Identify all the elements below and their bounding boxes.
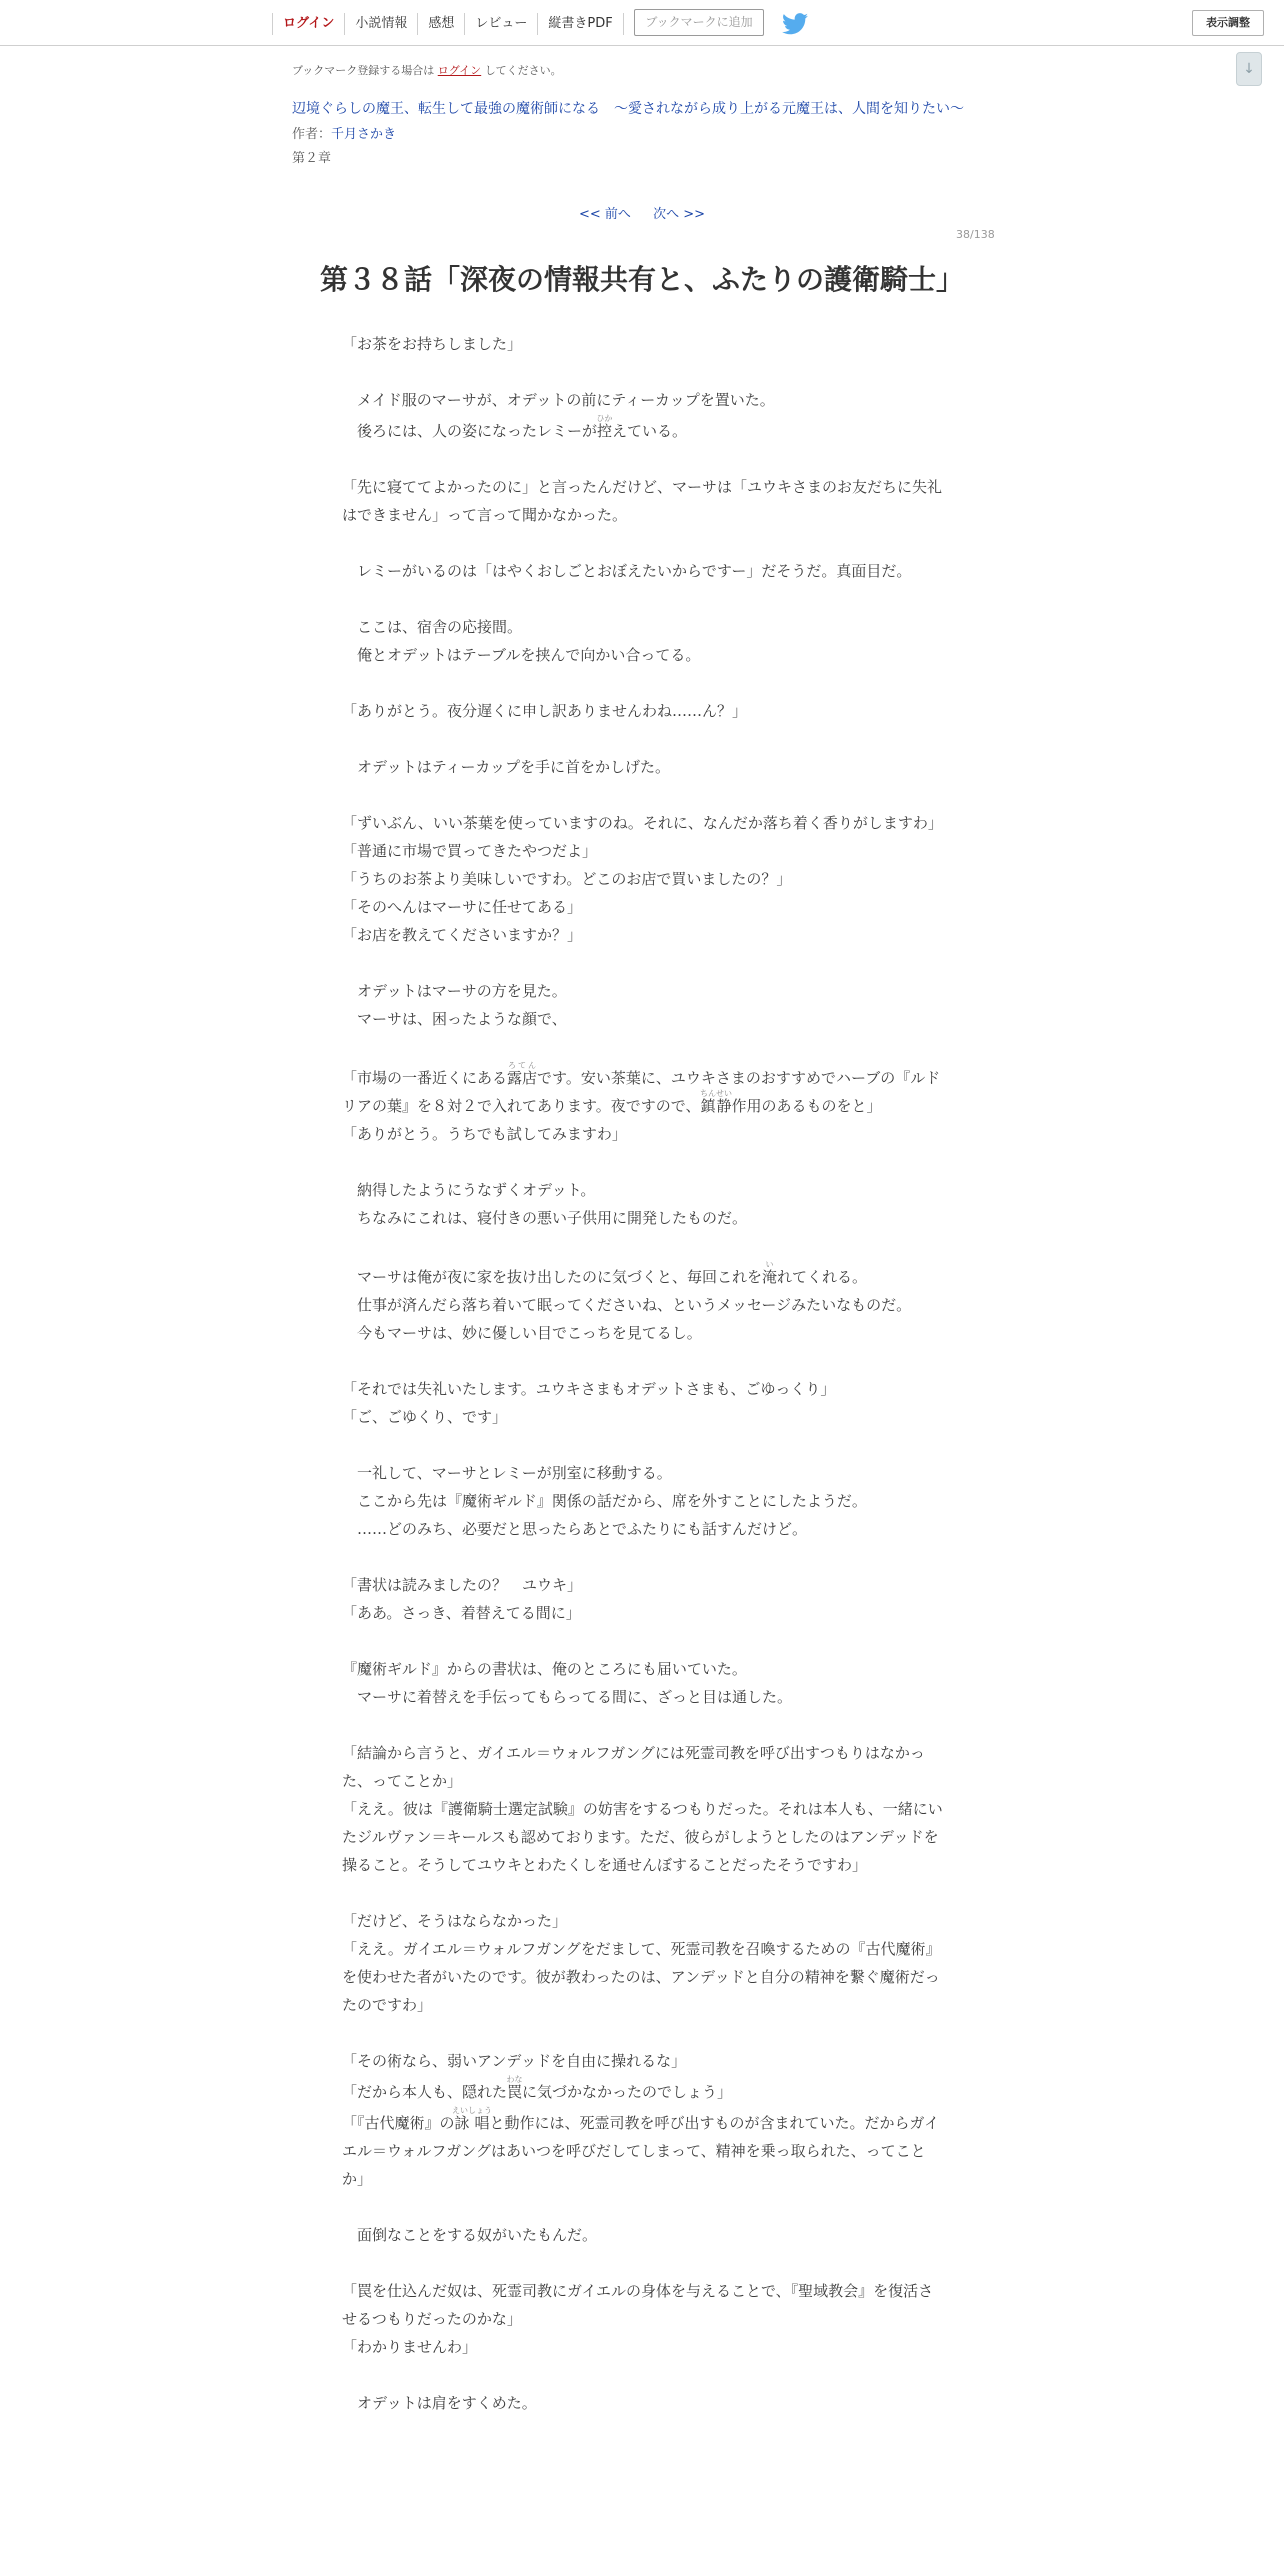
ruby-base: 鎮静 bbox=[700, 1097, 733, 1115]
body-paragraph bbox=[342, 1683, 946, 1711]
text-segment: メイド服のマーサが、オデットの前にティーカップを置いた。 bbox=[342, 391, 775, 409]
body-paragraph bbox=[342, 1543, 946, 1571]
body-paragraph bbox=[342, 1907, 946, 1935]
text-segment: 「わかりませんわ」 bbox=[342, 2338, 478, 2356]
body-paragraph bbox=[342, 1291, 946, 1319]
body-paragraph bbox=[342, 1431, 946, 1459]
body-paragraph bbox=[342, 1571, 946, 1599]
body-paragraph bbox=[342, 358, 946, 386]
text-segment: 「そのへんはマーサに任せてある」 bbox=[342, 898, 583, 916]
text-segment: 「ありがとう。夜分遅くに申し訳ありませんわね……ん？」 bbox=[342, 702, 748, 720]
body-paragraph bbox=[342, 893, 946, 921]
body-paragraph bbox=[342, 1711, 946, 1739]
body-paragraph bbox=[342, 697, 946, 725]
body-paragraph bbox=[342, 557, 946, 585]
text-segment: 「うちのお茶より美味しいですわ。どこのお店で買いましたの？」 bbox=[342, 870, 792, 888]
pager bbox=[0, 203, 1284, 222]
text-segment: マーサに着替えを手伝ってもらってる間に、ざっと目は通した。 bbox=[342, 1688, 793, 1706]
body-paragraph bbox=[342, 1487, 946, 1515]
body-paragraph bbox=[342, 977, 946, 1005]
ruby-text bbox=[596, 414, 613, 440]
page-count: 38/138 bbox=[956, 228, 995, 241]
text-segment: ちなみにこれは、寝付きの悪い子供用に開発したものだ。 bbox=[342, 1209, 748, 1227]
body-paragraph bbox=[342, 585, 946, 613]
body-paragraph bbox=[342, 1627, 946, 1655]
ruby-text bbox=[506, 2075, 523, 2101]
text-segment: ここから先は『魔術ギルド』関係の話だから、席を外すことにしたようだ。 bbox=[342, 1492, 867, 1510]
body-paragraph bbox=[342, 921, 946, 949]
bookmark-notice-post: してください。 bbox=[484, 64, 562, 77]
body-paragraph bbox=[342, 2361, 946, 2389]
text-segment: えている。 bbox=[612, 422, 688, 440]
text-segment: 俺とオデットはテーブルを挟んで向かい合ってる。 bbox=[342, 646, 701, 664]
body-paragraph bbox=[342, 2333, 946, 2361]
body-paragraph bbox=[342, 1061, 946, 1120]
text-segment: マーサは俺が夜に家を抜け出したのに気づくと、毎回これを bbox=[342, 1268, 763, 1286]
text-segment: ここは、宿舎の応接間。 bbox=[342, 618, 523, 636]
bookmark-notice-pre: ブックマーク登録する場合は bbox=[292, 64, 435, 77]
text-segment: 作用のあるものをと」 bbox=[731, 1097, 882, 1115]
body-paragraph bbox=[342, 330, 946, 358]
body-paragraph bbox=[342, 2389, 946, 2417]
body-paragraph bbox=[342, 1935, 946, 2019]
text-segment: 「罠を仕込んだ奴は、死霊司教にガイエルの身体を与えることで、『聖域教会』を復活させるつもりだったのかな」 bbox=[342, 2282, 934, 2328]
author-link[interactable]: 千月さかき bbox=[331, 127, 397, 142]
bookmark-notice-login-link[interactable]: ログイン bbox=[437, 64, 482, 77]
body-paragraph bbox=[342, 1260, 946, 1291]
ruby-reading: ちんせい bbox=[700, 1089, 733, 1098]
text-segment: です。安い茶葉に、ユウキさまのおすすめでハーブの『ルドリアの葉』を８対２で入れてあります。夜ですので、 bbox=[342, 1069, 941, 1115]
text-segment: 一礼して、マーサとレミーが別室に移動する。 bbox=[342, 1464, 672, 1482]
text-segment: 納得したようにうなずくオデット。 bbox=[342, 1181, 596, 1199]
chapter-name: 第２章 bbox=[292, 151, 332, 166]
text-segment: 「だから本人も、隠れた bbox=[342, 2083, 508, 2101]
body-paragraph bbox=[342, 414, 946, 445]
text-segment: マーサは、困ったような顔で、 bbox=[342, 1010, 567, 1028]
ruby-reading: ろてん bbox=[507, 1061, 538, 1070]
text-segment: 「ああ。さっき、着替えてる間に」 bbox=[342, 1604, 581, 1622]
body-paragraph bbox=[342, 1599, 946, 1627]
body-paragraph bbox=[342, 949, 946, 977]
novel-info-link[interactable]: 小説情報 bbox=[345, 13, 418, 35]
body-paragraph bbox=[342, 1879, 946, 1907]
body-paragraph bbox=[342, 641, 946, 669]
ruby-text bbox=[762, 1260, 778, 1286]
text-segment: れてくれる。 bbox=[777, 1268, 868, 1286]
body-paragraph bbox=[342, 529, 946, 557]
prev-link[interactable]: << 前へ bbox=[579, 207, 631, 222]
ruby-reading: わな bbox=[506, 2075, 523, 2084]
text-segment: 『魔術ギルド』からの書状は、俺のところにも届いていた。 bbox=[342, 1660, 747, 1678]
body-paragraph bbox=[342, 1033, 946, 1061]
text-segment: 「市場の一番近くにある bbox=[342, 1069, 508, 1087]
ruby-base: 控 bbox=[596, 422, 613, 440]
body-paragraph bbox=[342, 1176, 946, 1204]
body-paragraph bbox=[342, 1795, 946, 1879]
body-paragraph bbox=[342, 1403, 946, 1431]
body-paragraph bbox=[342, 2019, 946, 2047]
body-paragraph bbox=[342, 1739, 946, 1795]
top-navigation-bar bbox=[0, 0, 1284, 46]
text-segment: 仕事が済んだら落ち着いて眠ってくださいね、というメッセージみたいなものだ。 bbox=[342, 1296, 912, 1314]
body-paragraph bbox=[342, 837, 946, 865]
text-segment: 「ええ。彼は『護衛騎士選定試験』の妨害をするつもりだった。それは本人も、一緒にいたジルヴァン＝キールスも認めております。ただ、彼らがしようとしたのはアンデッドを操ること。そうしてユウキとわたくしを通せんぼすることだったそうですわ」 bbox=[342, 1800, 943, 1874]
ruby-base: 淹 bbox=[762, 1268, 778, 1286]
text-segment: 「結論から言うと、ガイエル＝ウォルフガングには死霊司教を呼び出すつもりはなかった、ってことか」 bbox=[342, 1744, 925, 1790]
text-segment: ……どのみち、必要だと思ったらあとでふたりにも話すんだけど。 bbox=[342, 1520, 808, 1538]
text-segment: オデットはマーサの方を見た。 bbox=[342, 982, 567, 1000]
text-segment: レミーがいるのは「はやくおしごとおぼえたいからですー」だそうだ。真面目だ。 bbox=[342, 562, 912, 580]
vertical-pdf-link[interactable]: 縦書きPDF bbox=[538, 13, 623, 35]
text-segment: 「お茶をお持ちしました」 bbox=[342, 335, 523, 353]
body-paragraph bbox=[342, 2221, 946, 2249]
body-paragraph bbox=[342, 2047, 946, 2075]
ruby-reading: い bbox=[762, 1260, 778, 1269]
ruby-base: 詠唱 bbox=[452, 2114, 493, 2132]
body-paragraph bbox=[342, 1459, 946, 1487]
next-link[interactable]: 次へ >> bbox=[653, 207, 705, 222]
body-paragraph bbox=[342, 2277, 946, 2333]
body-paragraph bbox=[342, 1005, 946, 1033]
text-segment: 後ろには、人の姿になったレミーが bbox=[342, 422, 598, 440]
author-line bbox=[292, 123, 396, 142]
body-paragraph bbox=[342, 1515, 946, 1543]
body-paragraph bbox=[342, 473, 946, 529]
novel-body bbox=[342, 330, 946, 2417]
body-paragraph bbox=[342, 1120, 946, 1148]
body-paragraph bbox=[342, 2106, 946, 2193]
add-bookmark-button[interactable]: ブックマークに追加 bbox=[634, 9, 764, 36]
text-segment: 「ありがとう。うちでも試してみますわ」 bbox=[342, 1125, 627, 1143]
nav-list bbox=[272, 12, 624, 36]
body-paragraph bbox=[342, 445, 946, 473]
novel-title-link[interactable]: 辺境ぐらしの魔王、転生して最強の魔術師になる 〜愛されながら成り上がる元魔王は、人間を知りたい〜 bbox=[292, 101, 964, 117]
body-paragraph bbox=[342, 725, 946, 753]
text-segment: 「お店を教えてくださいますか？」 bbox=[342, 926, 583, 944]
body-paragraph bbox=[342, 1148, 946, 1176]
ruby-text bbox=[700, 1089, 733, 1115]
body-paragraph bbox=[342, 781, 946, 809]
text-segment: 「ずいぶん、いい茶葉を使っていますのね。それに、なんだか落ち着く香りがしますわ」 bbox=[342, 814, 943, 832]
ruby-reading: えいしょう bbox=[452, 2106, 493, 2115]
text-segment: と動作には、死霊司教を呼び出すものが含まれていた。だからガイエル＝ウォルフガングはあいつを呼びだしてしまって、精神を乗っ取られた、ってことか」 bbox=[342, 2114, 940, 2188]
text-segment: 「その術なら、弱いアンデッドを自由に操れるな」 bbox=[342, 2052, 687, 2070]
body-paragraph bbox=[342, 809, 946, 837]
body-paragraph bbox=[342, 1347, 946, 1375]
body-paragraph bbox=[342, 1232, 946, 1260]
author-label: 作者： bbox=[292, 127, 332, 142]
body-paragraph bbox=[342, 1655, 946, 1683]
display-settings-button[interactable]: 表示調整 bbox=[1192, 10, 1264, 36]
ruby-text bbox=[452, 2106, 493, 2132]
episode-title: 第３８話「深夜の情報共有と、ふたりの護衛騎士」 bbox=[319, 263, 964, 296]
text-segment: オデットは肩をすくめた。 bbox=[342, 2394, 537, 2412]
body-paragraph bbox=[342, 1204, 946, 1232]
text-segment: 「『古代魔術』の bbox=[342, 2114, 455, 2132]
text-segment: 「ご、ごゆくり、です」 bbox=[342, 1408, 508, 1426]
body-paragraph bbox=[342, 613, 946, 641]
twitter-icon[interactable] bbox=[782, 13, 808, 35]
text-segment: 「だけど、そうはならなかった」 bbox=[342, 1912, 568, 1930]
text-segment: に気づかなかったのでしょう」 bbox=[522, 2083, 733, 2101]
body-paragraph bbox=[342, 2075, 946, 2106]
ruby-text bbox=[507, 1061, 538, 1087]
text-segment: 「先に寝ててよかったのに」と言ったんだけど、マーサは「ユウキさまのお友だちに失礼はできません」って言って聞かなかった。 bbox=[342, 478, 943, 524]
body-paragraph bbox=[342, 669, 946, 697]
body-paragraph bbox=[342, 2193, 946, 2221]
body-paragraph bbox=[342, 386, 946, 414]
impressions-link[interactable]: 感想 bbox=[418, 13, 465, 35]
text-segment: 「ええ。ガイエル＝ウォルフガングをだまして、死霊司教を召喚するための『古代魔術』を使わせた者がいたのです。彼が教わったのは、アンデッドと自分の精神を繋ぐ魔術だったのですわ」 bbox=[342, 1940, 941, 2014]
text-segment: 今もマーサは、妙に優しい目でこっちを見てるし。 bbox=[342, 1324, 702, 1342]
body-paragraph bbox=[342, 1375, 946, 1403]
ruby-reading: ひか bbox=[596, 414, 613, 423]
text-segment: 「書状は読みましたの？ ユウキ」 bbox=[342, 1576, 583, 1594]
body-paragraph bbox=[342, 753, 946, 781]
body-paragraph bbox=[342, 2249, 946, 2277]
text-segment: 「普通に市場で買ってきたやつだよ」 bbox=[342, 842, 598, 860]
ruby-base: 罠 bbox=[506, 2083, 523, 2101]
bookmark-notice bbox=[292, 62, 562, 78]
review-link[interactable]: レビュー bbox=[465, 13, 538, 35]
text-segment: オデットはティーカップを手に首をかしげた。 bbox=[342, 758, 671, 776]
text-segment: 「それでは失礼いたします。ユウキさまもオデットさまも、ごゆっくり」 bbox=[342, 1380, 836, 1398]
scroll-down-button[interactable]: ↓ bbox=[1236, 52, 1262, 86]
text-segment: 面倒なことをする奴がいたもんだ。 bbox=[342, 2226, 598, 2244]
ruby-base: 露店 bbox=[507, 1069, 538, 1087]
body-paragraph bbox=[342, 1319, 946, 1347]
login-link[interactable]: ログイン bbox=[272, 13, 345, 35]
body-paragraph bbox=[342, 865, 946, 893]
